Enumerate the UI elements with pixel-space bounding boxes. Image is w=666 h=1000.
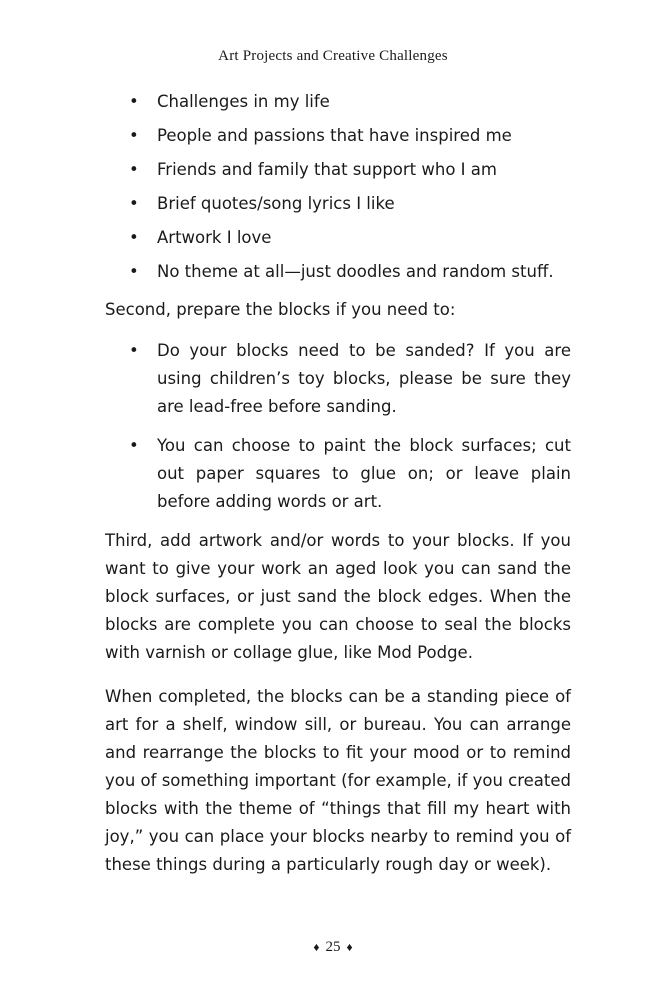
completion-paragraph: When completed, the blocks can be a standing piece of art for a shelf, window sill, or bureau. You can arrange and rearrange the blocks to fit your mood or to remind you of something important (for example, if you created blocks with the theme of “things that fill my heart with joy,” you can place your blocks nearby to remind you of these things during a particularly rough day or week). <box>105 687 572 874</box>
list-item-text: Friends and family that support who I am <box>157 160 497 179</box>
list-item <box>105 224 571 252</box>
page-number: 25 <box>325 939 341 955</box>
running-head: Art Projects and Creative Challenges <box>218 48 448 64</box>
list-item <box>105 258 571 286</box>
bullet-icon: • <box>129 126 139 145</box>
bullet-icon: • <box>129 436 139 455</box>
list-item <box>105 432 571 516</box>
list-item-text: No theme at all—just doodles and random stuff. <box>157 262 554 281</box>
second-step-paragraph: Second, prepare the blocks if you need to: <box>105 300 456 319</box>
list-item <box>105 337 571 421</box>
list-item-text: Artwork I love <box>157 228 272 247</box>
diamond-left-icon: ♦ <box>313 940 320 954</box>
list-item <box>105 190 571 218</box>
bullet-icon: • <box>129 92 139 111</box>
list-item <box>105 156 571 184</box>
theme-list <box>105 88 571 286</box>
bullet-icon: • <box>129 194 139 213</box>
bullet-icon: • <box>129 228 139 247</box>
bullet-icon: • <box>129 160 139 179</box>
list-item-text: People and passions that have inspired me <box>157 126 512 145</box>
page-footer <box>0 939 666 956</box>
prep-list <box>105 337 571 516</box>
bullet-icon: • <box>129 262 139 281</box>
list-item-text: Do your blocks need to be sanded? If you are using children’s toy blocks, please be sure they are lead-free before sanding. <box>157 341 571 416</box>
diamond-right-icon: ♦ <box>346 940 353 954</box>
list-item <box>105 122 571 150</box>
list-item-text: Challenges in my life <box>157 92 330 111</box>
page-body <box>105 88 571 895</box>
list-item-text: Brief quotes/song lyrics I like <box>157 194 395 213</box>
third-step-paragraph: Third, add artwork and/or words to your blocks. If you want to give your work an aged look you can sand the block surfaces, or just sand the block edges. When the blocks are complete you can choose to seal the blocks with varnish or collage glue, like Mod Podge. <box>105 531 571 662</box>
list-item-text: You can choose to paint the block surfaces; cut out paper squares to glue on; or leave plain before adding words or art. <box>157 436 571 511</box>
bullet-icon: • <box>129 341 139 360</box>
list-item <box>105 88 571 116</box>
